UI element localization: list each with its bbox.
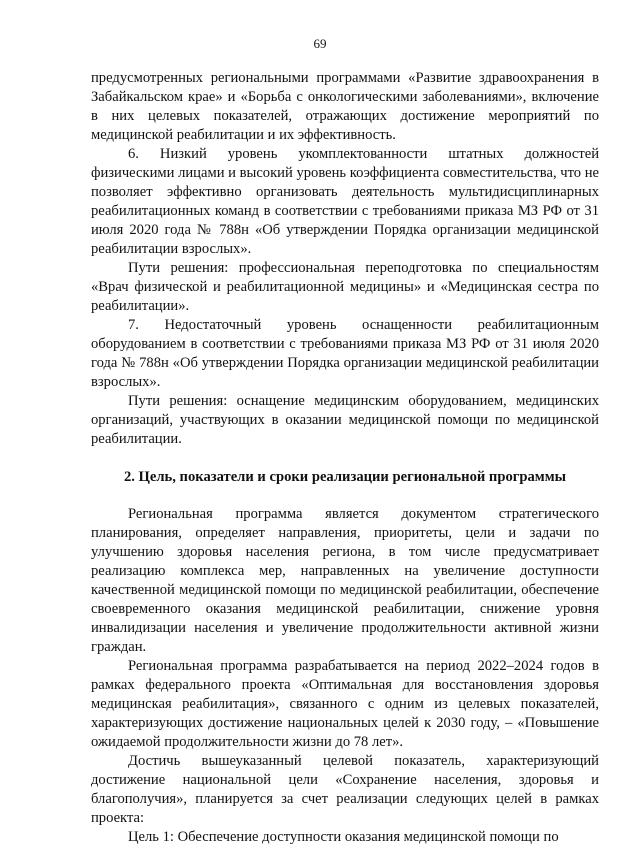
section-heading: 2. Цель, показатели и сроки реализации региональной программы [123,469,567,485]
paragraph-solution-7: Пути решения: оснащение медицинским оборудованием, медицинских организаций, участвующих в оказании медицинской помощи по медицинской реабилитации. [91,393,599,447]
paragraph-continuation: предусмотренных региональными программами «Развитие здравоохранения в Забайкальском крае» и «Борьба с онкологическими заболеваниями», включение в них целевых показателей, отражающих достижение мероприятий по медицинской реабилитации и их эффективность. [91,70,599,143]
paragraph-goal-1: Цель 1: Обеспечение доступности оказания медицинской помощи по [128,829,559,845]
document-body [91,69,599,847]
paragraph-program-definition: Региональная программа является документом стратегического планирования, определяет направления, приоритеты, цели и задачи по улучшению здоровья населения региона, в том числе предусматривает реализацию комплекса мер, направленных на увеличение доступности качественной медицинской помощи по медицинской реабилитации, обеспечение своевременного оказания медицинской реабилитации, снижение уровня инвалидизации населения и увеличение продолжительности активной жизни граждан. [91,506,599,655]
paragraph-program-period: Региональная программа разрабатывается на период 2022–2024 годов в рамках федерального проекта «Оптимальная для восстановления здоровья медицинская реабилитация», связанного с одним из целевых показателей, характеризующих достижение национальных целей к 2030 году, – «Повышение ожидаемой продолжительности жизни до 78 лет». [91,658,599,750]
paragraph-item-6: 6. Низкий уровень укомплектованности штатных должностей физическими лицами и высокий уровень коэффициента совместительства, что не позволяет эффективно организовать деятельность мультидисциплинарных реабилитационных команд в соответствии с требованиями приказа МЗ РФ от 31 июля 2020 года № 788н «Об утверждении Порядка организации медицинской реабилитации взрослых». [91,146,600,257]
paragraph-solution-6: Пути решения: профессиональная переподготовка по специальностям «Врач физической и реабилитационной медицины» и «Медицинская сестра по реабилитации». [91,260,599,314]
paragraph-item-7: 7. Недостаточный уровень оснащенности реабилитационным оборудованием в соответствии с требованиями приказа МЗ РФ от 31 июля 2020 года № 788н «Об утверждении Порядка организации медицинской реабилитации взрослых». [91,317,599,390]
page-number: 69 [313,36,327,51]
paragraph-goal-intro: Достичь вышеуказанный целевой показатель, характеризующий достижение национальной цели «Сохранение населения, здоровья и благополучия», планируется за счет реализации следующих целей в рамках проекта: [91,753,599,826]
